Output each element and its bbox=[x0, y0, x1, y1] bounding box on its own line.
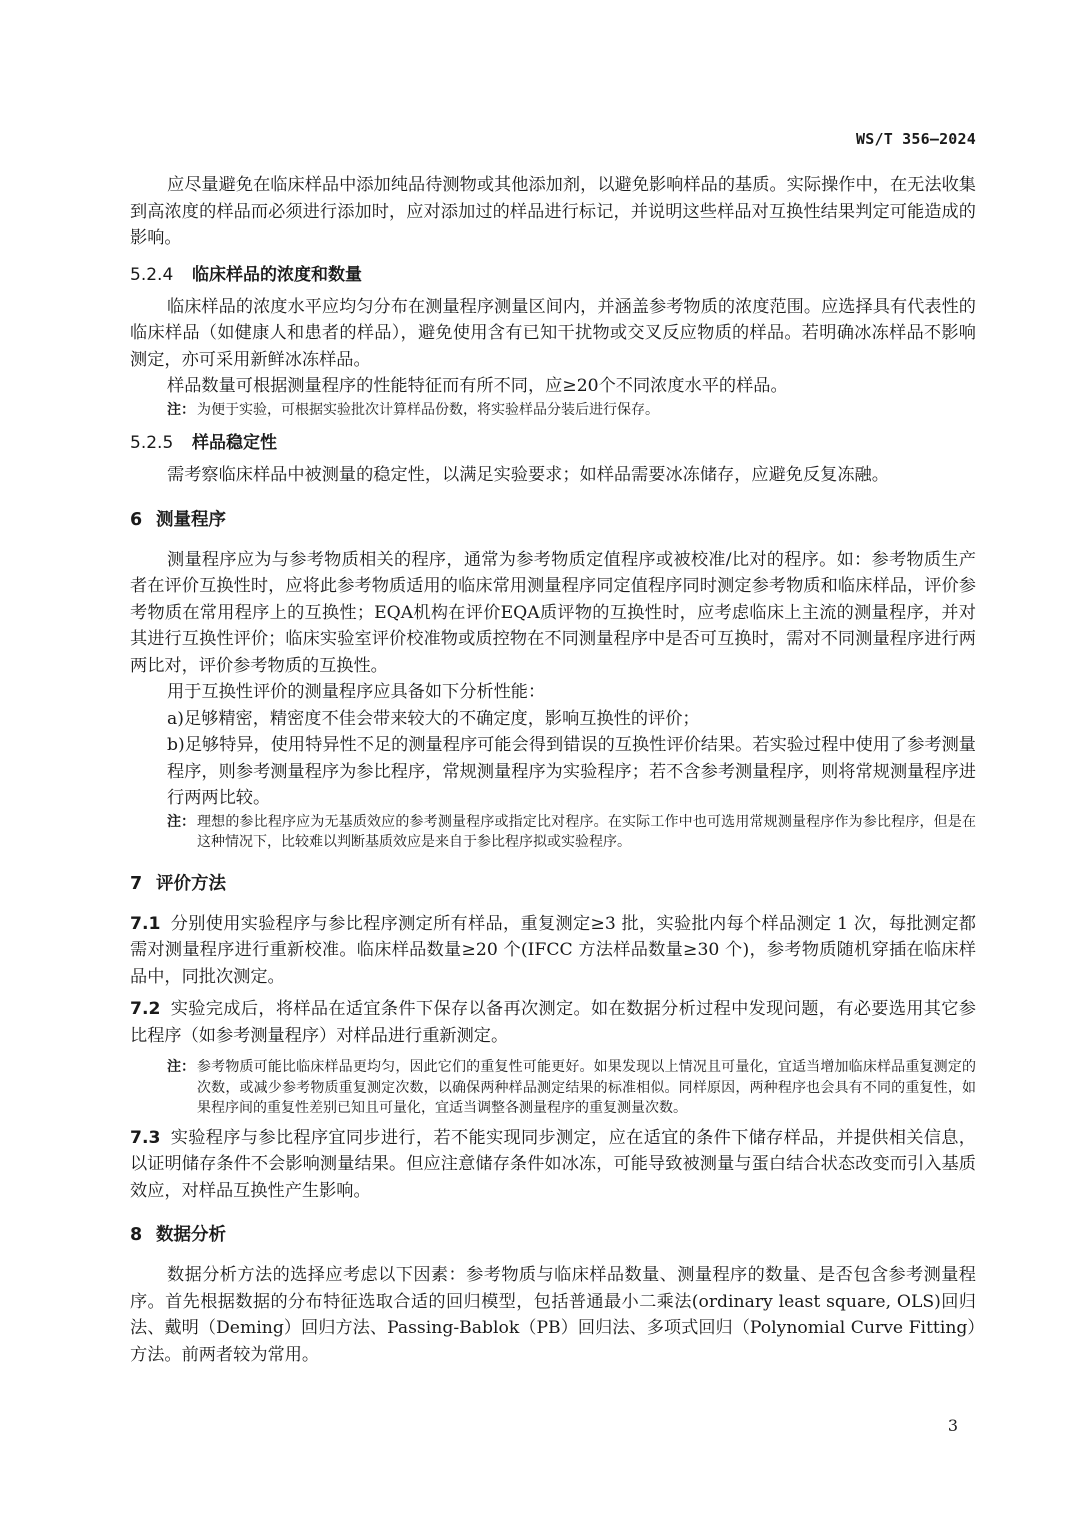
section-7-heading bbox=[130, 871, 976, 897]
section-title: 样品稳定性 bbox=[192, 433, 277, 453]
paragraph-5-2-4-b: 样品数量可根据测量程序的性能特征而有所不同，应≥20个不同浓度水平的样品。 bbox=[167, 376, 788, 396]
standard-number: WS/T 356—2024 bbox=[856, 130, 976, 148]
paragraph-6-a: 测量程序应为与参考物质相关的程序，通常为参考物质定值程序或被校准/比对的程序。如：参考物质生产者在评价互换性时，应将此参考物质适用的临床常用测量程序同定值程序同时测定参考物质和临床样品，评价参考物质在常用程序上的互换性；EQA机构在评价EQA质评物的互换性时，应考虑临床上主流的测量程序，并对其进行互换性评价；临床实验室评价校准物或质控物在不同测量程序中是否可互换时，需对不同测量程序进行两两比对，评价参考物质的互换性。 bbox=[130, 549, 976, 676]
paragraph-6-b: 用于互换性评价的测量程序应具备如下分析性能： bbox=[167, 682, 546, 702]
note-5-2-4 bbox=[167, 400, 976, 421]
paragraph-intro: 应尽量避免在临床样品中添加纯品待测物或其他添加剂，以避免影响样品的基质。实际操作中，在无法收集到高浓度的样品而必须进行添加时，应对添加过的样品进行标记，并说明这些样品对互换性结果判定可能造成的影响。 bbox=[130, 175, 976, 248]
clause-7-1 bbox=[130, 911, 976, 991]
section-number: 7 bbox=[130, 873, 143, 894]
section-title: 测量程序 bbox=[156, 509, 226, 530]
section-5-2-4-heading bbox=[130, 262, 976, 288]
section-number: 6 bbox=[130, 509, 143, 530]
section-6-heading bbox=[130, 507, 976, 533]
section-5-2-5-heading bbox=[130, 430, 976, 456]
clause-number: 7.2 bbox=[130, 999, 161, 1019]
note-7-2 bbox=[167, 1057, 976, 1119]
page-number: 3 bbox=[947, 1416, 958, 1435]
note-label: 注： bbox=[167, 1059, 195, 1075]
list-item-a: a)足够精密，精密度不佳会带来较大的不确定度，影响互换性的评价； bbox=[167, 708, 700, 729]
note-label: 注： bbox=[167, 813, 195, 830]
note-text: 理想的参比程序应为无基质效应的参考测量程序或指定比对程序。在实际工作中也可选用常规测量程序作为参比程序，但是在这种情况下，比较难以判断基质效应是来自于参比程序拟或实验程序。 bbox=[197, 813, 976, 850]
note-text: 参考物质可能比临床样品更均匀，因此它们的重复性可能更好。如果发现以上情况且可量化，宜适当增加临床样品重复测定的次数，或减少参考物质重复测定次数，以确保两种样品测定结果的标准相似。同样原因，两种程序也会具有不同的重复性，如果程序间的重复性差别已知且可量化，宜适当调整各测量程序的重复测量次数。 bbox=[197, 1059, 976, 1116]
section-title: 数据分析 bbox=[156, 1225, 226, 1245]
list-item-b: b)足够特异，使用特异性不足的测量程序可能会得到错误的互换性评价结果。若实验过程中使用了参考测量程序，则参考测量程序为参比程序，常规测量程序为实验程序；若不含参考测量程序，则将常规测量程序进行两两比较。 bbox=[167, 735, 976, 808]
section-number: 5.2.5 bbox=[130, 433, 174, 453]
clause-text: 分别使用实验程序与参比程序测定所有样品，重复测定≥3 批，实验批内每个样品测定 1 次，每批测定都需对测量程序进行重新校准。临床样品数量≥20 个(IFCC 方法样品数量≥30 个)，参考物质随机穿插在临床样品中，同批次测定。 bbox=[130, 913, 976, 987]
clause-text: 实验完成后，将样品在适宜条件下保存以备再次测定。如在数据分析过程中发现问题，有必要选用其它参比程序（如参考测量程序）对样品进行重新测定。 bbox=[130, 999, 976, 1046]
clause-7-3 bbox=[130, 1125, 976, 1205]
section-title: 临床样品的浓度和数量 bbox=[192, 264, 362, 285]
paragraph-5-2-4-a: 临床样品的浓度水平应均匀分布在测量程序测量区间内，并涵盖参考物质的浓度范围。应选择具有代表性的临床样品（如健康人和患者的样品），避免使用含有已知干扰物或交叉反应物质的样品。若明确冰冻样品不影响测定，亦可采用新鲜冰冻样品。 bbox=[130, 296, 976, 370]
section-number: 5.2.4 bbox=[130, 264, 174, 285]
clause-number: 7.1 bbox=[130, 913, 161, 934]
clause-7-2 bbox=[130, 996, 976, 1049]
page-content bbox=[130, 172, 976, 1368]
note-6 bbox=[167, 812, 976, 853]
note-text: 为便于实验，可根据实验批次计算样品份数，将实验样品分装后进行保存。 bbox=[197, 401, 659, 418]
paragraph-5-2-5: 需考察临床样品中被测量的稳定性，以满足实验要求；如样品需要冰冻储存，应避免反复冻融。 bbox=[167, 465, 889, 485]
clause-text: 实验程序与参比程序宜同步进行，若不能实现同步测定，应在适宜的条件下储存样品，并提供相关信息，以证明储存条件不会影响测量结果。但应注意储存条件如冰冻，可能导致被测量与蛋白结合状态改变而引入基质效应，对样品互换性产生影响。 bbox=[130, 1127, 976, 1201]
clause-number: 7.3 bbox=[130, 1127, 161, 1148]
paragraph-8: 数据分析方法的选择应考虑以下因素：参考物质与临床样品数量、测量程序的数量、是否包含参考测量程序。首先根据数据的分布特征选取合适的回归模型，包括普通最小二乘法(ordinary least square, OLS)回归法、戴明（Deming）回归方法、Passing-Bablok（PB）回归法、多项式回归（Polynomial Curve Fitting）方法。前两者较为常用。 bbox=[130, 1265, 976, 1365]
section-title: 评价方法 bbox=[156, 873, 226, 894]
section-number: 8 bbox=[130, 1225, 143, 1245]
note-label: 注： bbox=[167, 401, 195, 418]
section-8-heading bbox=[130, 1222, 976, 1248]
